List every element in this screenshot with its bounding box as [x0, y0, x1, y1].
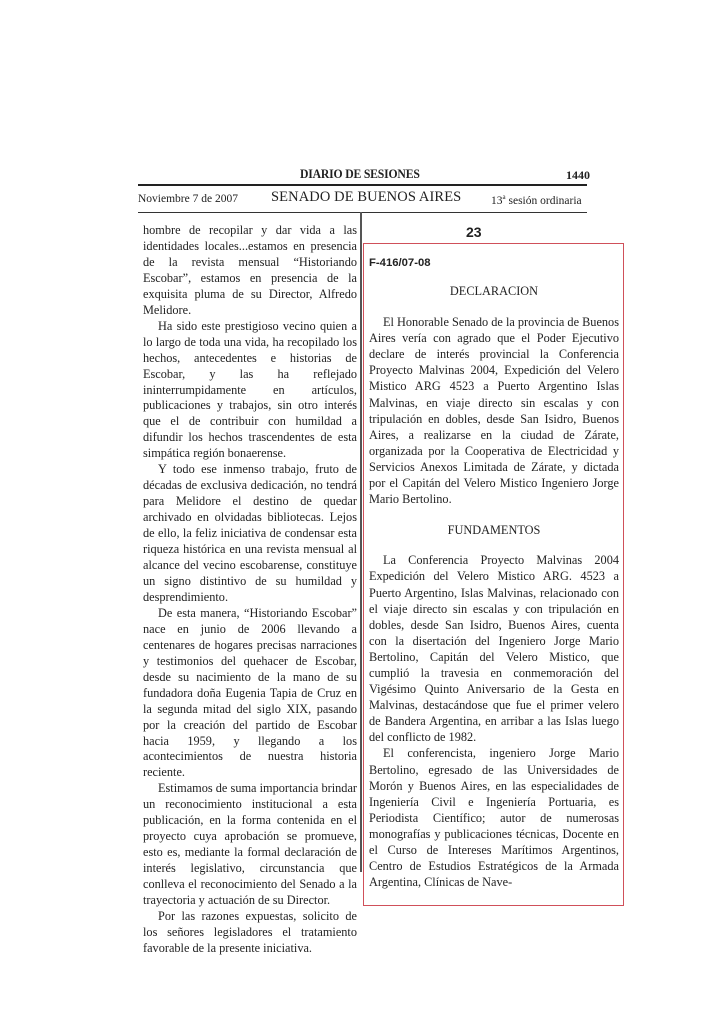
paragraph: Estimamos de suma importancia brindar un reconocimiento institucional a esta publicación, en la forma contenida en el proyecto cuya aprobación se promueve, esto es, mediante la formal declaración de interés legislativo, circunstancia que conlleva el reconocimiento del Senado a la trayectoria y actuación de su Director.	[143, 781, 357, 908]
paragraph: La Conferencia Proyecto Malvinas 2004 Expedición del Velero Mistico ARG. 4523 a Puerto Argentino, Islas Malvinas, relacionado con el viaje directo sin escalas y con tripulación en dobles, desde San Isidro, Buenos Aires, cuenta con la disertación del Ingeniero Jorge Mario Bertolino, Capitán del Velero Mistico, que cumplió la travesia en conmemoración del Vigésimo Quinto Aniversario de la Gesta en Malvinas, destacándose que fue el primer velero de Bandera Argentina, en arribar a las Islas luego del conflicto de 1982.	[369, 553, 619, 745]
session-text: sesión ordinaria	[508, 194, 582, 207]
session-ordinal: a	[502, 193, 506, 201]
paragraph: De esta manera, “Historiando Escobar” nace en junio de 2006 llevando a centenares de hogares precisas narraciones y testimonios del quehacer de Escobar, desde su nacimiento de la mano de su fundadora doña Eugenia Tapia de Cruz en la segunda mitad del siglo XIX, pasando por la creación del partido de Escobar hacia 1959, y llegando a los acontecimientos de nuestra historia reciente.	[143, 605, 357, 780]
paragraph: Por las razones expuestas, solicito de los señores legisladores el tratamiento favorable de la presente iniciativa.	[143, 908, 357, 955]
right-column	[369, 283, 619, 890]
header-rule-thin	[138, 212, 587, 213]
file-code: F-416/07-08	[369, 257, 431, 269]
chamber-name: SENADO DE BUENOS AIRES	[271, 189, 462, 205]
declaration-text: El Honorable Senado de la provincia de Buenos Aires vería con agrado que el Poder Ejecutivo declare de interés provincial la Conferencia Proyecto Malvinas 2004, Expedición del Velero Mistico ARG 4523 a Puerto Argentino Islas Malvinas, en viaje directo sin escalas y con tripulación en dobles, desde San Isidro, Buenos Aires, a realizarse en la ciudad de Zárate, organizada por la Cooperativa de Electricidad y Servicios Anexos Limitada de Zárate, y dictada por el Capitán del Velero Mistico Ingeniero Jorge Mario Bertolino.	[369, 315, 619, 507]
left-column	[143, 223, 357, 957]
session-number: 13	[491, 194, 503, 207]
page-number: 1440	[566, 168, 590, 182]
fundamentos-heading: FUNDAMENTOS	[447, 523, 541, 538]
column-divider	[360, 212, 362, 872]
paragraph: Ha sido este prestigioso vecino quien a lo largo de toda una vida, ha recopilado los hechos, antecedentes e historias de Escobar, y las ha reflejado ininterrumpidamente en artículos, publicaciones y trabajos, sin otro interés que el de contribuir con humildad a difundir los hechos trascendentes de esta simpática región bonaerense.	[143, 318, 357, 461]
header-rule-thick	[138, 184, 587, 186]
item-number: 23	[466, 224, 482, 240]
paragraph: El conferencista, ingeniero Jorge Mario Bertolino, egresado de las Universidades de Morón y Buenos Aires, en las especialidades de Ingeniería Civil e Ingeniería Portuaria, es Periodista Científico; autor de numerosas monografías y publicaciones técnicas, Docente en el Curso de Intereses Marítimos Argentinos, Centro de Estudios Estratégicos de la Armada Argentina, Clínicas de Nave-	[369, 746, 619, 890]
paragraph: Y todo ese inmenso trabajo, fruto de décadas de exclusiva dedicación, no tendrá para Melidore el destino de quedar archivado en olvidadas bibliotecas. Lejos de ello, la feliz iniciativa de condensar esta riqueza histórica en una revista mensual al alcance del vecino escobarense, constituye un signo distintivo de su humildad y desprendimiento.	[143, 462, 357, 604]
declaration-heading: DECLARACION	[449, 284, 539, 298]
paragraph: hombre de recopilar y dar vida a las identidades locales...estamos en presencia de la revista mensual “Historiando Escobar”, estamos en presencia de la exquisita pluma de su Director, Alfredo Melidore.	[143, 223, 357, 317]
publication-title: DIARIO DE SESIONES	[300, 166, 420, 181]
session-date: Noviembre 7 de 2007	[138, 193, 238, 205]
session-label	[491, 193, 582, 207]
